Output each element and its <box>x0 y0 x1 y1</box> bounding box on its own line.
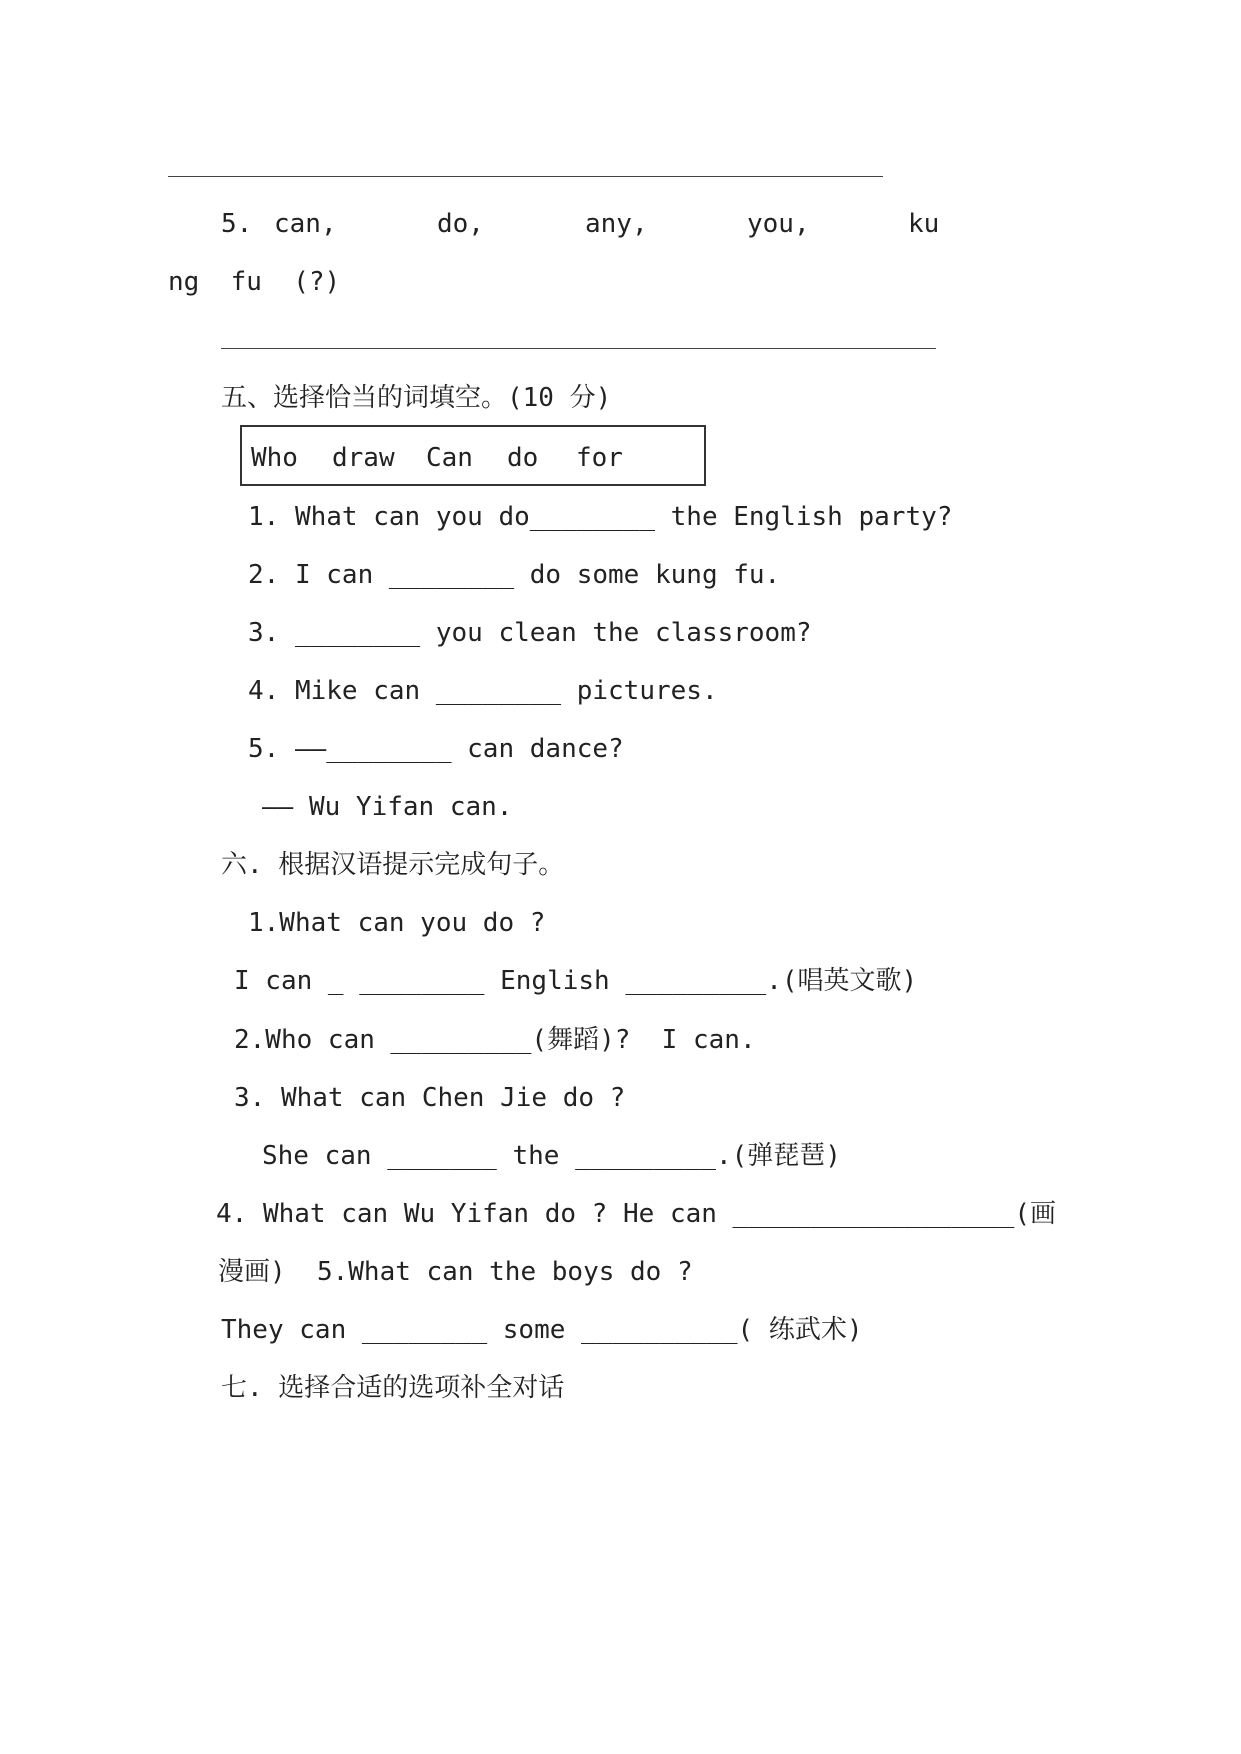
s6-line-8: They can ________ some __________( 练武术) <box>221 1315 863 1345</box>
s6-line-6: 4. What can Wu Yifan do ? He can __________________(画 <box>216 1199 1056 1229</box>
word-bank-who: Who <box>251 443 298 473</box>
s6-line-5: She can _______ the _________.(弹琵琶) <box>262 1141 841 1171</box>
q4-5-word-2: do, <box>437 209 484 239</box>
section-6-heading: 六. 根据汉语提示完成句子。 <box>221 850 565 880</box>
s5-item-2: 2. I can ________ do some kung fu. <box>248 560 781 590</box>
word-bank-draw: draw <box>332 443 395 473</box>
s6-line-3: 2.Who can _________(舞蹈)? I can. <box>234 1025 756 1055</box>
word-bank-can: Can <box>426 443 473 473</box>
s5-item-5: 5. ——________ can dance? <box>248 734 624 764</box>
s6-line-7: 漫画) 5.What can the boys do ? <box>218 1257 693 1287</box>
answer-line-5 <box>221 348 936 349</box>
s5-item-5-answer: —— Wu Yifan can. <box>262 792 513 822</box>
q4-5-word-4: you, <box>747 209 810 239</box>
answer-line-4 <box>168 176 883 177</box>
q4-5-number: 5. <box>221 209 253 239</box>
q4-5-continuation: ng fu (?) <box>168 267 341 297</box>
word-bank-box <box>240 425 706 486</box>
s6-line-1: 1.What can you do ? <box>248 908 546 938</box>
q4-5-word-3: any, <box>585 209 648 239</box>
s6-line-2: I can _ ________ English _________.(唱英文歌) <box>234 966 918 996</box>
word-bank-do: do <box>507 443 539 473</box>
q4-5-word-5: ku <box>908 209 940 239</box>
section-5-heading: 五、选择恰当的词填空。(10 分) <box>221 383 612 413</box>
s5-item-4: 4. Mike can ________ pictures. <box>248 676 718 706</box>
s5-item-1: 1. What can you do________ the English party? <box>248 502 953 532</box>
q4-5-word-1: can, <box>274 209 337 239</box>
word-bank-for: for <box>576 443 623 473</box>
s5-item-3: 3. ________ you clean the classroom? <box>248 618 812 648</box>
section-7-heading: 七. 选择合适的选项补全对话 <box>221 1373 565 1403</box>
s6-line-4: 3. What can Chen Jie do ? <box>234 1083 626 1113</box>
